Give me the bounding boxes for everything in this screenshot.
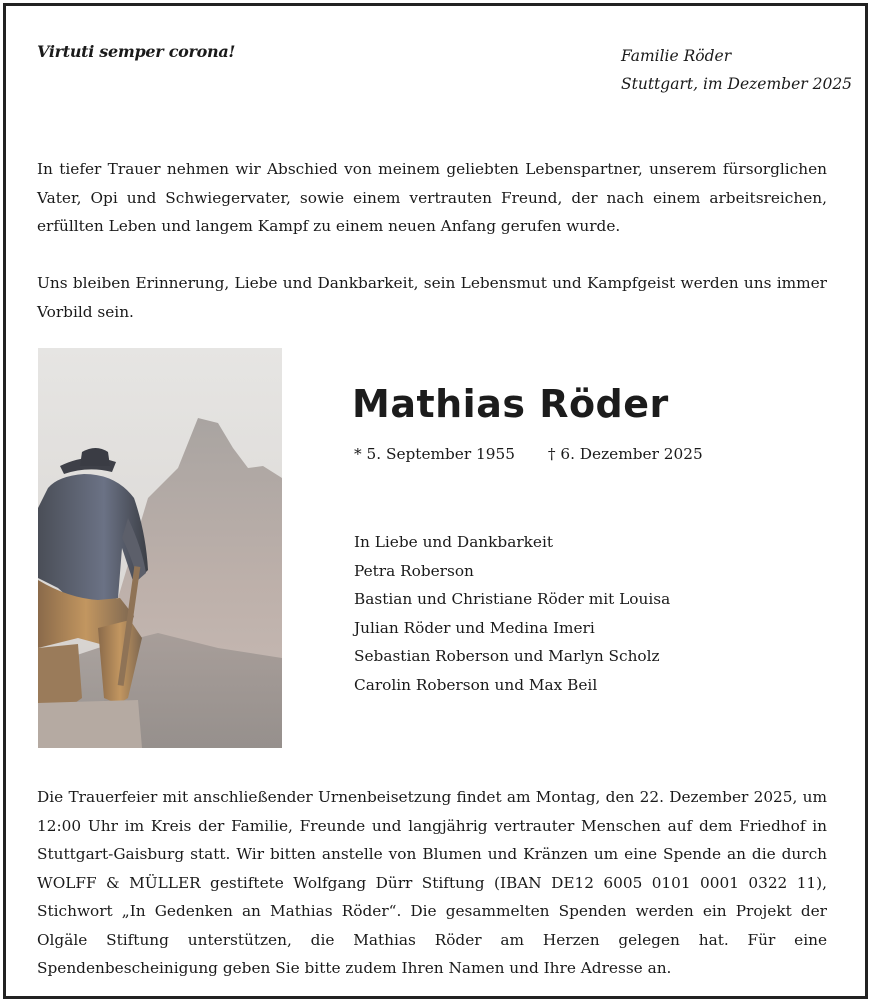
mourner-name: Sebastian Roberson und Marlyn Scholz (354, 647, 660, 665)
funeral-paragraph: Die Trauerfeier mit anschließender Urnenbeisetzung findet am Montag, den 22. Dezember 2025, um 12:00 Uhr im Kreis der Familie, Freunde und langjährig vertrauter Menschen auf dem Friedhof in Stuttgart-Gaisburg statt. Wir bitten anstelle von Blumen und Kränzen um eine Spende an die durch WOLFF & MÜLLER gestiftete Wolfgang Dürr Stiftung (IBAN DE12 6005 0101 0001 0322 11), Stichwort „In Gedenken an Mathias Röder“. Die gesammelten Spenden werden ein Projekt der Olgäle Stiftung unterstützen, die Mathias Röder am Herzen gelegen hat. Für eine Spendenbescheinigung geben Sie bitte zudem Ihren Namen und Ihre Adresse an. (37, 788, 827, 977)
deceased-name: Mathias Röder (352, 382, 669, 426)
mourner-name: Bastian und Christiane Röder mit Louisa (354, 590, 671, 608)
sender-place-date: Stuttgart, im Dezember 2025 (621, 75, 853, 93)
birth-date: * 5. September 1955 (354, 445, 515, 463)
mourners-intro: In Liebe und Dankbarkeit (354, 533, 554, 551)
intro-paragraph: In tiefer Trauer nehmen wir Abschied von meinem geliebten Lebenspartner, unserem fürsorglichen Vater, Opi und Schwiegervater, sowie einem vertrauten Freund, der nach einem arbeitsreichen, erfüllten Leben und langem Kampf zu einem neuen Anfang gerufen wurde. (37, 160, 827, 235)
death-date: † 6. Dezember 2025 (547, 445, 703, 463)
sender-name: Familie Röder (621, 47, 732, 65)
sender-block (621, 42, 852, 98)
mourner-name: Petra Roberson (354, 561, 474, 580)
life-dates (354, 445, 703, 463)
mourners-list (354, 528, 670, 699)
mourner-name: Julian Röder und Medina Imeri (354, 618, 595, 637)
memorial-photo (38, 348, 282, 748)
motto: Virtuti semper corona! (37, 42, 236, 61)
mourner-name: Carolin Roberson und Max Beil (354, 675, 598, 694)
memory-paragraph: Uns bleiben Erinnerung, Liebe und Dankbarkeit, sein Lebensmut und Kampfgeist werden uns immer Vorbild sein. (37, 274, 827, 321)
